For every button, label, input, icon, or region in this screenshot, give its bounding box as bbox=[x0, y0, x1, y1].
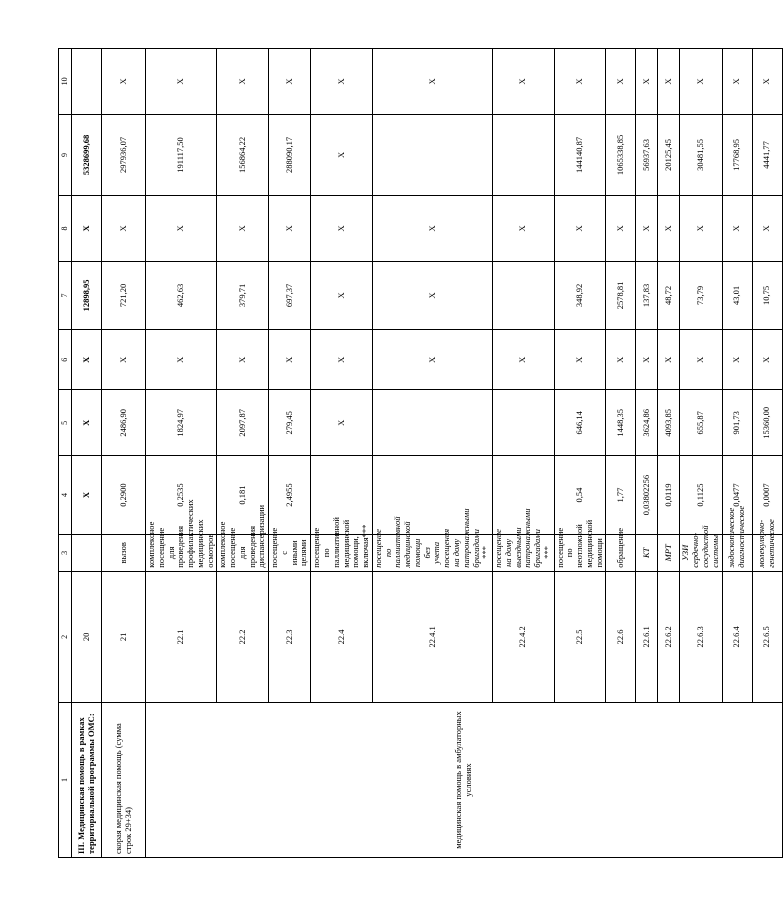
cell-c6: X bbox=[636, 330, 658, 390]
cell-c8: X bbox=[269, 196, 311, 262]
cell-c10: X bbox=[217, 49, 269, 115]
cell-c2: 22.6.5 bbox=[752, 571, 782, 702]
cell-c8: X bbox=[554, 196, 606, 262]
cell-c4: 0,54 bbox=[554, 456, 606, 535]
cell-c7: 10,75 bbox=[752, 261, 782, 329]
cell-c5 bbox=[372, 390, 492, 456]
header-cell: 10 bbox=[59, 49, 72, 115]
cell-c10: X bbox=[554, 49, 606, 115]
cell-c10: X bbox=[722, 49, 752, 115]
header-cell: 5 bbox=[59, 390, 72, 456]
cell-c2: 22.6.3 bbox=[680, 571, 722, 702]
cell-c7: 137,83 bbox=[636, 261, 658, 329]
cell-c9: 1065338,85 bbox=[606, 114, 636, 195]
cell-c2: 22.3 bbox=[269, 571, 311, 702]
cell-c8: X bbox=[217, 196, 269, 262]
cell-c10 bbox=[72, 49, 102, 115]
cell-c6: X bbox=[72, 330, 102, 390]
cell-c10: X bbox=[269, 49, 311, 115]
cell-c7: 348,92 bbox=[554, 261, 606, 329]
cell-c8: X bbox=[72, 196, 102, 262]
header-cell: 7 bbox=[59, 261, 72, 329]
cell-c4: 0,0007 bbox=[752, 456, 782, 535]
cell-c3: посещение по паллиативной медицинской помощи, включая*** bbox=[311, 534, 373, 571]
cell-c4: 2,4955 bbox=[269, 456, 311, 535]
cell-c6: X bbox=[269, 330, 311, 390]
cell-c5: 655,87 bbox=[680, 390, 722, 456]
cell-c9 bbox=[372, 114, 492, 195]
cell-c6: X bbox=[752, 330, 782, 390]
cell-c2: 22.6.2 bbox=[658, 571, 680, 702]
cell-c5: X bbox=[72, 390, 102, 456]
cell-c10: X bbox=[636, 49, 658, 115]
cell-c8: X bbox=[658, 196, 680, 262]
cell-c3: комплексное посещение для проведения профилактических медицинских осмотров bbox=[146, 534, 217, 571]
cell-c5: 2486,90 bbox=[102, 390, 146, 456]
cell-c2: 22.6.4 bbox=[722, 571, 752, 702]
cell-c9 bbox=[493, 114, 555, 195]
cell-c7: X bbox=[372, 261, 492, 329]
cell-c9: 56937,63 bbox=[636, 114, 658, 195]
header-cell: 6 bbox=[59, 330, 72, 390]
cell-c6: X bbox=[146, 330, 217, 390]
cell-c9: 30481,55 bbox=[680, 114, 722, 195]
cell-c6: X bbox=[217, 330, 269, 390]
cell-c3: КТ bbox=[636, 534, 658, 571]
cell-c3: УЗИ сердечно-сосудистой системы bbox=[680, 534, 722, 571]
cell-c8: X bbox=[680, 196, 722, 262]
cell-c7: 48,72 bbox=[658, 261, 680, 329]
cell-c3: МРТ bbox=[658, 534, 680, 571]
cell-c3: вызов bbox=[102, 534, 146, 571]
cell-c2: 22.1 bbox=[146, 571, 217, 702]
cell-c6: X bbox=[102, 330, 146, 390]
cell-c8: X bbox=[752, 196, 782, 262]
cell-c5: 15360,00 bbox=[752, 390, 782, 456]
table-row bbox=[146, 49, 217, 858]
rotated-table-wrapper bbox=[58, 48, 777, 858]
cell-c5: 3624,86 bbox=[636, 390, 658, 456]
cell-c10: X bbox=[372, 49, 492, 115]
cell-c6: X bbox=[493, 330, 555, 390]
cell-c6: X bbox=[722, 330, 752, 390]
cell-c9: 288090,17 bbox=[269, 114, 311, 195]
cell-c3: посещение по паллиативной медицинской помощи без учета посещения на дому патронажными бригадами *** bbox=[372, 534, 492, 571]
cell-c4: 1,77 bbox=[606, 456, 636, 535]
cell-c10: X bbox=[146, 49, 217, 115]
cell-c7: 721,20 bbox=[102, 261, 146, 329]
header-cell: 8 bbox=[59, 196, 72, 262]
cell-c1: скорая медицинская помощь (сумма строк 29+34) bbox=[102, 703, 146, 858]
cell-c3: посещение на дому выездными патронажными бригадами *** bbox=[493, 534, 555, 571]
cell-c3: посещение с иными целями bbox=[269, 534, 311, 571]
cell-c5: 4093,85 bbox=[658, 390, 680, 456]
cell-c4: 0,1125 bbox=[680, 456, 722, 535]
cell-c9: 191117,50 bbox=[146, 114, 217, 195]
cell-c4: 0,03802256 bbox=[636, 456, 658, 535]
cell-c9: 156864,22 bbox=[217, 114, 269, 195]
cell-c4 bbox=[372, 456, 492, 535]
cell-c3: посещение по неотложной медицинской помощи bbox=[554, 534, 606, 571]
cell-c2: 22.2 bbox=[217, 571, 269, 702]
table-row bbox=[102, 49, 146, 858]
cell-c9: 20125,45 bbox=[658, 114, 680, 195]
cell-c2: 21 bbox=[102, 571, 146, 702]
cell-c7 bbox=[493, 261, 555, 329]
cell-c10: X bbox=[493, 49, 555, 115]
cell-c6: X bbox=[606, 330, 636, 390]
cell-c3: комплексное посещение для проведения диспансеризации bbox=[217, 534, 269, 571]
cell-c8: X bbox=[493, 196, 555, 262]
header-cell: 3 bbox=[59, 534, 72, 571]
cell-c6: X bbox=[372, 330, 492, 390]
cell-c8: X bbox=[146, 196, 217, 262]
cell-c6: X bbox=[680, 330, 722, 390]
cell-c4: 0,0477 bbox=[722, 456, 752, 535]
cell-c6: X bbox=[554, 330, 606, 390]
cell-c2: 22.4.1 bbox=[372, 571, 492, 702]
cell-c7: 462,63 bbox=[146, 261, 217, 329]
header-cell: 9 bbox=[59, 114, 72, 195]
cell-c10: X bbox=[680, 49, 722, 115]
cell-c5: 279,45 bbox=[269, 390, 311, 456]
cell-c2: 22.4.2 bbox=[493, 571, 555, 702]
cell-c5: 1448,35 bbox=[606, 390, 636, 456]
cell-c10: X bbox=[102, 49, 146, 115]
cell-c4: 0,2535 bbox=[146, 456, 217, 535]
cell-c8: X bbox=[636, 196, 658, 262]
cell-c2: 22.6.1 bbox=[636, 571, 658, 702]
header-row bbox=[59, 49, 72, 858]
cell-c10: X bbox=[606, 49, 636, 115]
cell-c4: 0,2900 bbox=[102, 456, 146, 535]
cell-c8: X bbox=[102, 196, 146, 262]
cell-c5: X bbox=[311, 390, 373, 456]
cell-c2: 22.6 bbox=[606, 571, 636, 702]
cell-c7: 43,01 bbox=[722, 261, 752, 329]
cell-c5: 901,73 bbox=[722, 390, 752, 456]
cell-c5 bbox=[493, 390, 555, 456]
cell-c5: 1824,97 bbox=[146, 390, 217, 456]
cell-c10: X bbox=[658, 49, 680, 115]
data-table bbox=[58, 48, 783, 858]
cell-c8: X bbox=[606, 196, 636, 262]
cell-c9: 5328699,68 bbox=[72, 114, 102, 195]
cell-c5: 646,14 bbox=[554, 390, 606, 456]
cell-c7: 379,71 bbox=[217, 261, 269, 329]
cell-c7: 12898,95 bbox=[72, 261, 102, 329]
cell-c1: III. Медицинская помощь в рамках территориальной программы ОМС: bbox=[72, 703, 102, 858]
cell-c4: 0,181 bbox=[217, 456, 269, 535]
cell-c9: X bbox=[311, 114, 373, 195]
header-cell: 2 bbox=[59, 571, 72, 702]
cell-c3: молекулярно-генетическое bbox=[752, 534, 782, 571]
cell-c6: X bbox=[311, 330, 373, 390]
cell-c2: 20 bbox=[72, 571, 102, 702]
cell-c3: обращение bbox=[606, 534, 636, 571]
cell-c2: 22.5 bbox=[554, 571, 606, 702]
cell-c9: 144140,87 bbox=[554, 114, 606, 195]
cell-c7: 73,79 bbox=[680, 261, 722, 329]
cell-c2: 22.4 bbox=[311, 571, 373, 702]
cell-c3 bbox=[72, 534, 102, 571]
header-cell: 4 bbox=[59, 456, 72, 535]
cell-c4: 0,0119 bbox=[658, 456, 680, 535]
cell-c8: X bbox=[372, 196, 492, 262]
cell-c9: 17768,95 bbox=[722, 114, 752, 195]
cell-c5: 2097,87 bbox=[217, 390, 269, 456]
cell-c7: X bbox=[311, 261, 373, 329]
cell-c6: X bbox=[658, 330, 680, 390]
cell-c10: X bbox=[311, 49, 373, 115]
cell-c7: 2578,81 bbox=[606, 261, 636, 329]
cell-c4: X bbox=[72, 456, 102, 535]
cell-c3: эндоскопическое диагностическое bbox=[722, 534, 752, 571]
cell-c9: 297936,07 bbox=[102, 114, 146, 195]
ambulatory-section-cell: медицинская помощь в амбулаторных условиях bbox=[146, 703, 783, 858]
cell-c8: X bbox=[722, 196, 752, 262]
table-row bbox=[72, 49, 102, 858]
cell-c7: 697,37 bbox=[269, 261, 311, 329]
cell-c10: X bbox=[752, 49, 782, 115]
cell-c9: 4441,77 bbox=[752, 114, 782, 195]
cell-c8: X bbox=[311, 196, 373, 262]
header-cell: 1 bbox=[59, 703, 72, 858]
